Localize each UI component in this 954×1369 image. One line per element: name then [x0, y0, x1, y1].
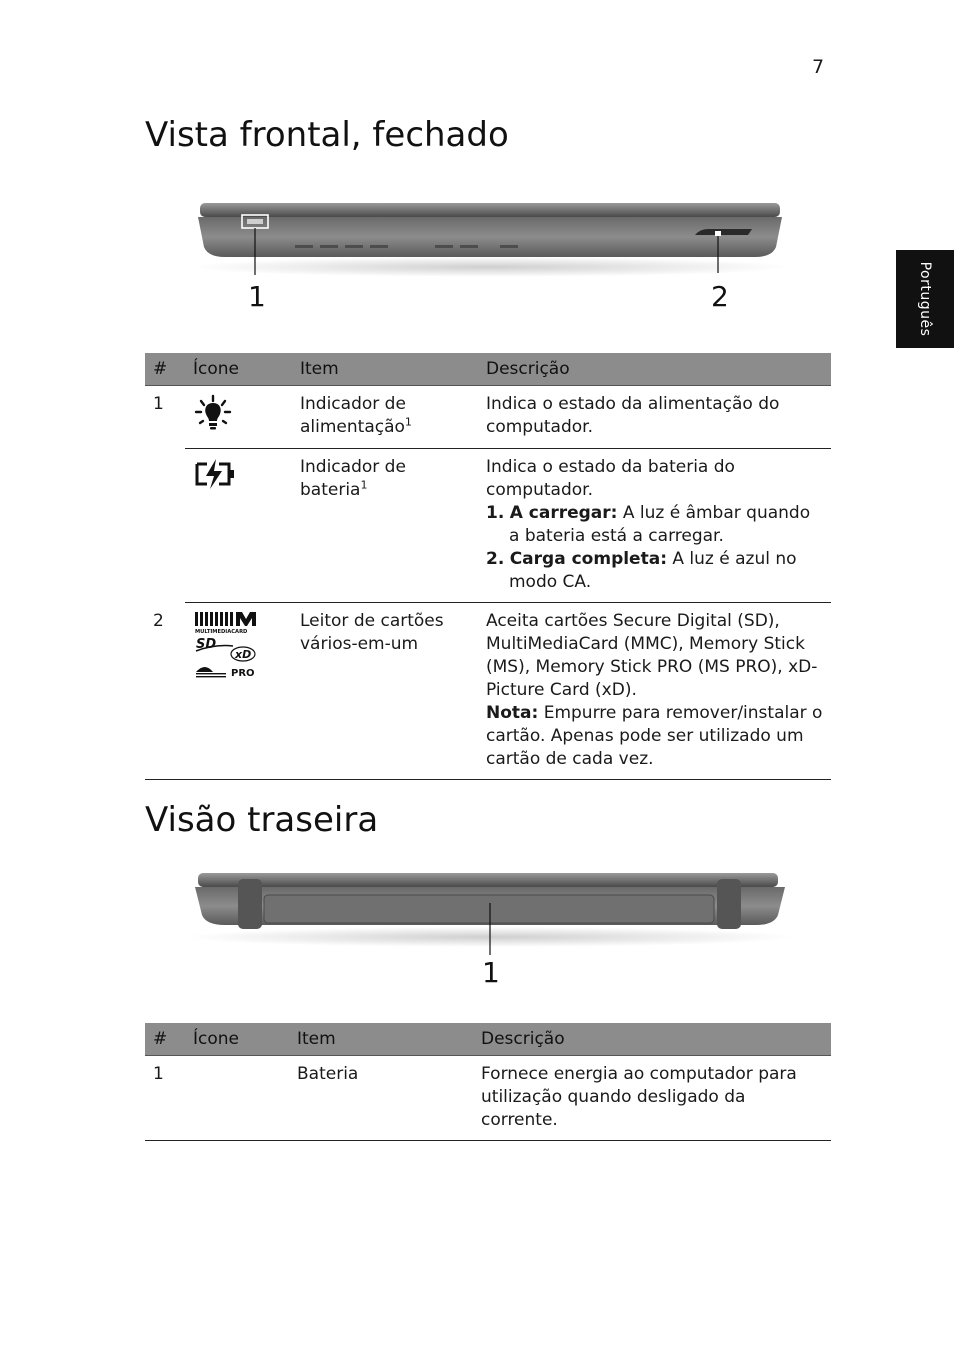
description-cell: Fornece energia ao computador para utilização quando desligado da corrente. [473, 1056, 831, 1141]
description-cell: Indica o estado da alimentação do computador. [478, 386, 831, 449]
header-number: # [145, 1023, 185, 1056]
front-components-table [145, 353, 831, 780]
row-number [145, 449, 185, 603]
table-header-row [145, 353, 831, 386]
table-row [145, 386, 831, 449]
list-item: 1. A carregar: A luz é âmbar quando a bateria está a carregar. [486, 503, 811, 546]
row-number: 1 [153, 394, 164, 414]
table-row [145, 449, 831, 603]
rear-components-table [145, 1023, 831, 1141]
header-item: Item [289, 1023, 473, 1056]
list-item: 2. Carga completa: A luz é azul no modo CA. [486, 549, 797, 592]
header-item: Item [292, 353, 478, 386]
rear-view-title: Visão traseira [145, 800, 379, 840]
header-icon: Ícone [185, 353, 292, 386]
item-cell: Leitor de cartões vários-em-um [292, 603, 478, 780]
svg-text:xD: xD [235, 648, 252, 661]
table-row [145, 603, 831, 780]
rear-callout-1: 1 [482, 956, 500, 989]
table-row [145, 1056, 831, 1141]
language-tab: Português [896, 250, 954, 348]
header-description: Descrição [473, 1023, 831, 1056]
row-number: 1 [145, 1056, 185, 1141]
header-description: Descrição [478, 353, 831, 386]
svg-text:PRO: PRO [231, 668, 255, 679]
header-number: # [145, 353, 185, 386]
item-cell: Indicador de alimentação$^1$ [292, 386, 478, 449]
laptop-rear-illustration [180, 865, 810, 955]
power-indicator-icon [185, 386, 292, 449]
item-cell: Indicador de bateria$^1$ [292, 449, 478, 603]
icon-cell [185, 1056, 289, 1141]
front-callout-1: 1 [248, 280, 266, 313]
description-cell: Aceita cartões Secure Digital (SD), MultiMediaCard (MMC), Memory Stick (MS), Memory Stick PRO (MS PRO), xD-Picture Card (xD). Nota: Empurre para remover/instalar o cartão. Apenas pode ser utilizado um cartão de cada vez. [478, 603, 831, 780]
row-number: 2 [145, 603, 185, 780]
header-icon: Ícone [185, 1023, 289, 1056]
svg-text:SD: SD [196, 637, 217, 652]
front-callout-2: 2 [711, 280, 729, 313]
table-header-row [145, 1023, 831, 1056]
battery-indicator-icon [185, 449, 292, 603]
card-reader-icon [185, 603, 292, 780]
item-cell: Bateria [289, 1056, 473, 1141]
svg-text:MULTIMEDIACARD: MULTIMEDIACARD [195, 629, 248, 635]
laptop-front-illustration [180, 195, 800, 285]
page-number: 7 [812, 56, 825, 78]
front-view-title: Vista frontal, fechado [145, 115, 509, 155]
description-cell: Indica o estado da bateria do computador. 1. A carregar: A luz é âmbar quando a bateria está a carregar. 2. Carga completa: A luz é azul no modo CA. [478, 449, 831, 603]
